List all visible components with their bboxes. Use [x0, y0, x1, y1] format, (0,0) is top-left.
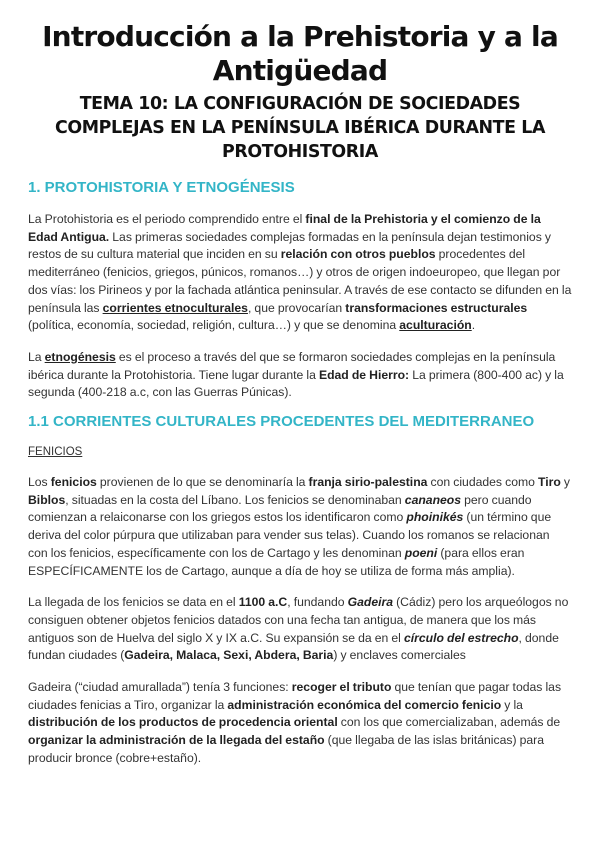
text-run: y la: [501, 697, 523, 712]
text-run: (que llegaba de las islas británicas) para producir bronce (cobre+estaño).: [28, 733, 545, 765]
bold-run: organizar la administración de la llegada del estaño: [28, 733, 325, 748]
document-page: [28, 20, 572, 768]
text-run: (política, economía, sociedad, religión, cultura…) y que se denomina: [28, 318, 400, 333]
text-run: con los que comercializaban, además de: [337, 715, 561, 730]
text-run: pero cuando comienzan a relaiconarse con los griegos estos los identificaron como: [28, 492, 532, 525]
text-run: y: [560, 475, 571, 490]
text-run: procedentes del mediterráneo (fenicios, griegos, púnicos, romanos…) y otros de origen indoeuropeo, que llegan por dos vías: los Pirineos y por la fachada atlántica peninsular. A través de ese contacto se difunden en la península las: [28, 247, 572, 315]
topic-title: TEMA 10: LA CONFIGURACIÓN DE SOCIEDADES COMPLEJAS EN LA PENÍNSULA IBÉRICA DURANTE LA PROTOHISTORIA: [54, 94, 546, 162]
paragraph-fenicios-origen: [28, 474, 572, 580]
text-run: La Protohistoria es el periodo comprendido entre el: [28, 212, 306, 226]
text-run: , situadas en la costa del Líbano. Los fenicios se denominaban: [65, 492, 405, 507]
text-run: Las primeras sociedades complejas formadas en la península dejan testimonios y restos de su cultura material que inciden en su: [28, 229, 551, 262]
text-run: La: [28, 349, 45, 364]
bold-run: Tiro: [538, 475, 561, 490]
text-run: ) y enclaves comerciales: [333, 648, 466, 663]
underlined-bold-run: aculturación: [399, 318, 472, 333]
bold-italic-run: Gadeira: [347, 595, 394, 610]
text-run: Los: [28, 475, 51, 490]
text-run: , que provocarían: [247, 300, 346, 315]
paragraph-etnogenesis: [28, 349, 572, 402]
document-title: Introducción a la Prehistoria y a la Antigüedad: [42, 20, 558, 87]
underlined-bold-run: corrientes etnoculturales: [102, 300, 248, 315]
bold-italic-run: poeni: [404, 545, 438, 560]
text-run: es el proceso a través del que se formaron sociedades complejas en la península ibérica durante la Protohistoria. Tiene lugar durante la: [28, 349, 556, 382]
bold-run: Gadeira, Malaca, Sexi, Abdera, Baria: [124, 648, 334, 663]
bold-run: Biblos: [28, 492, 66, 507]
bold-run: final de la Prehistoria y el comienzo de la Edad Antigua.: [28, 212, 541, 244]
text-run: (Cádiz) pero los arqueólogos no consiguen obtener objetos fenicios datados con una fecha tan antigua, de manera que los más antiguos son de Huelva del siglo X y IX a.C. Su expansión se da en el: [28, 595, 569, 645]
paragraph-gadeira-funciones: [28, 679, 572, 768]
bold-run: Edad de Hierro:: [318, 367, 410, 382]
text-run: que tenían que pagar todas las ciudades fenicias a Tiro, organizar la: [28, 680, 562, 712]
paragraph-fenicios-llegada: [28, 594, 572, 665]
bold-italic-run: círculo del estrecho: [403, 630, 519, 645]
bold-run: 1100 a.C: [238, 595, 288, 610]
underlined-bold-run: etnogénesis: [44, 349, 116, 364]
subheading-fenicios: FENICIOS: [28, 446, 83, 459]
bold-run: administración económica del comercio fenicio: [227, 697, 502, 712]
text-run: provienen de lo que se denominaría la: [96, 475, 309, 490]
bold-run: fenicios: [50, 475, 97, 490]
section-heading-protohistoria: 1. PROTOHISTORIA Y ETNOGÉNESIS: [28, 179, 295, 196]
bold-run: distribución de los productos de procedencia oriental: [28, 715, 338, 730]
bold-italic-run: phoinikés: [406, 510, 464, 525]
text-run: , fundando: [287, 595, 348, 610]
text-run: Gadeira (“ciudad amurallada”) tenía 3 funciones:: [28, 680, 292, 695]
bold-run: relación con otros pueblos: [280, 247, 436, 262]
bold-run: recoger el tributo: [291, 680, 392, 695]
bold-italic-run: cananeos: [404, 492, 462, 507]
text-run: .: [471, 318, 476, 333]
bold-run: franja sirio-palestina: [308, 475, 428, 490]
text-run: La llegada de los fenicios se data en el: [28, 595, 239, 610]
text-run: (un término que deriva del color púrpura que utilizaban para vender sus telas). Cuando los romanos se relacionan con los fenicios, específicamente con los de Cartago y les denominan: [28, 510, 552, 560]
text-run: con ciudades como: [427, 475, 539, 490]
text-run: , donde fundan ciudades (: [28, 630, 559, 663]
text-run: La primera (800-400 ac) y la segunda (400-218 a.c, con las Guerras Púnicas).: [28, 367, 564, 400]
bold-run: transformaciones estructurales: [345, 300, 528, 315]
section-heading-corrientes-culturales: 1.1 CORRIENTES CULTURALES PROCEDENTES DEL MEDITERRANEO: [28, 413, 535, 431]
paragraph-protohistoria: [28, 211, 572, 335]
text-run: (para ellos eran ESPECÍFICAMENTE los de Cartago, aunque a día de hoy se utiliza de forma más amplia).: [28, 545, 525, 578]
